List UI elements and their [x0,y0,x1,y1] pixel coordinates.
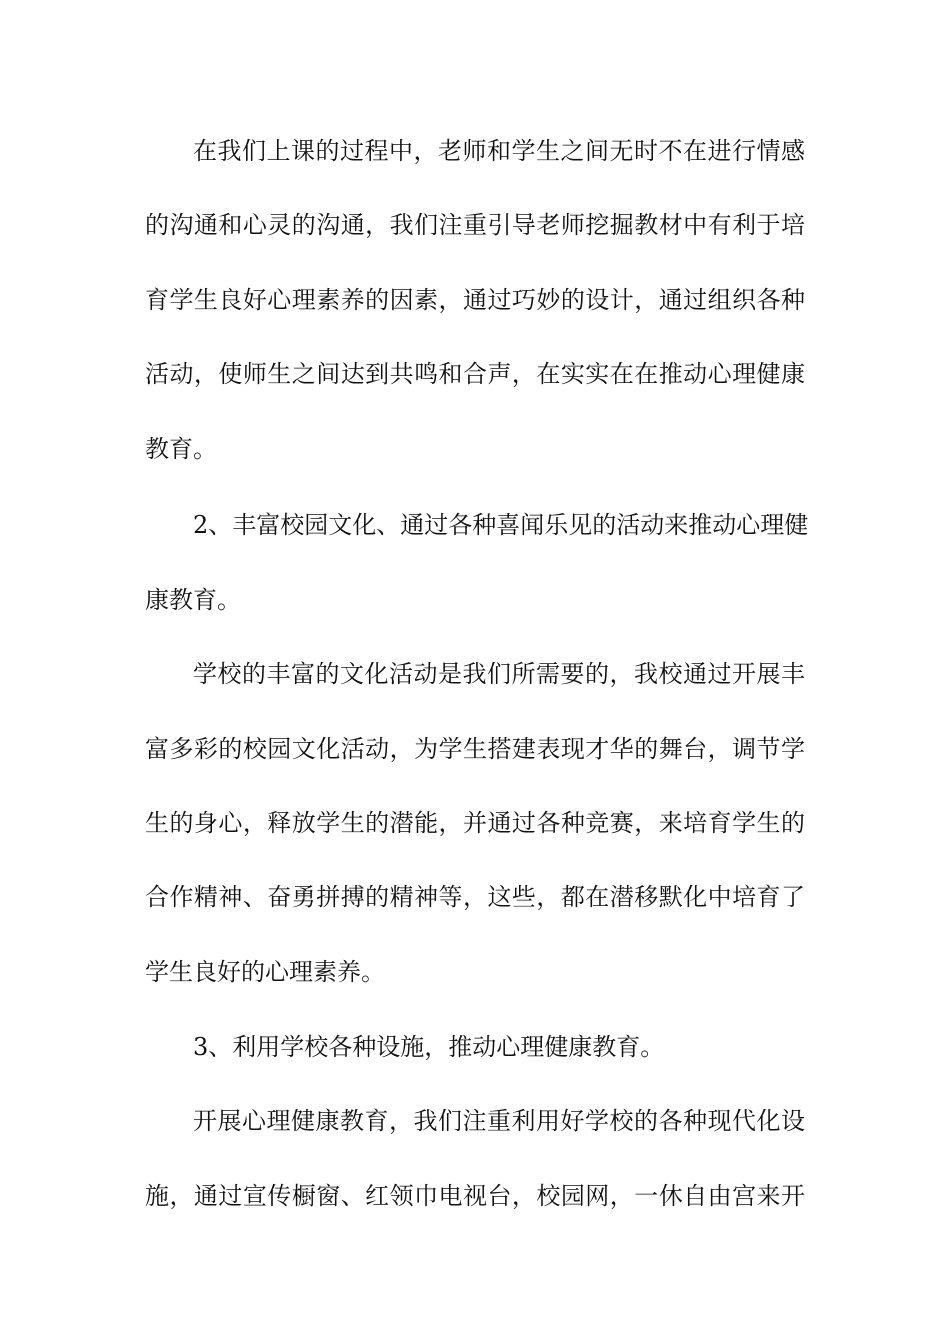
section-heading-continued: 康教育。 [145,586,241,614]
text-line: 育学生良好心理素养的因素，通过巧妙的设计，通过组织各种 [145,286,805,314]
text-line: 的沟通和心灵的沟通，我们注重引导老师挖掘教材中有利于培 [145,211,805,239]
text-line: 开展心理健康教育，我们注重利用好学校的各种现代化设 [193,1107,805,1135]
text-line: 教育。 [145,435,217,463]
section-heading: 2、丰富校园文化、通过各种喜闻乐见的活动来推动心理健 [193,511,809,539]
text-line: 生的身心，释放学生的潜能，并通过各种竞赛，来培育学生的 [145,809,805,837]
text-line: 学校的丰富的文化活动是我们所需要的，我校通过开展丰 [193,660,805,688]
text-line: 活动，使师生之间达到共鸣和合声，在实实在在推动心理健康 [145,360,805,388]
text-line: 学生良好的心理素养。 [145,958,385,986]
text-line: 合作精神、奋勇拼搏的精神等，这些，都在潜移默化中培育了 [145,883,805,911]
text-line: 在我们上课的过程中，老师和学生之间无时不在进行情感 [193,137,805,165]
text-line: 施，通过宣传橱窗、红领巾电视台，校园网，一休自由宫来开 [145,1182,805,1210]
section-heading: 3、利用学校各种设施，推动心理健康教育。 [193,1033,665,1061]
text-line: 富多彩的校园文化活动，为学生搭建表现才华的舞台，调节学 [145,735,805,763]
